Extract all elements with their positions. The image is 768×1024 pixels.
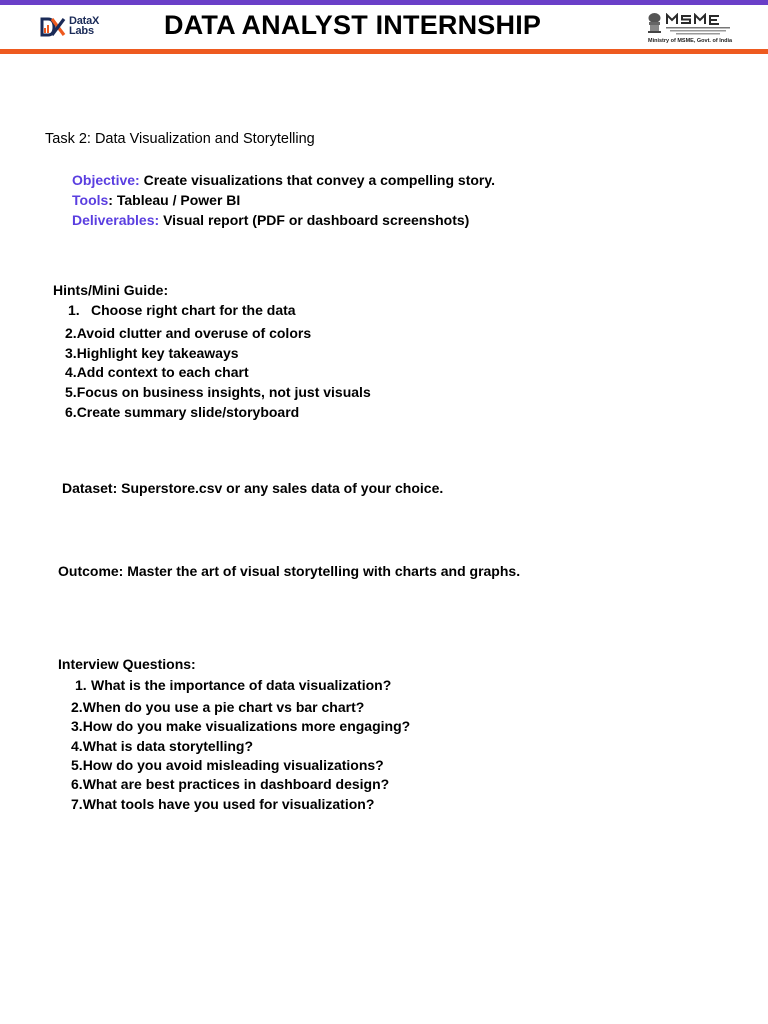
- question-text: What is data storytelling?: [82, 738, 254, 754]
- tools-label: Tools: [72, 192, 109, 208]
- hint-number: 6.: [65, 404, 77, 420]
- interview-question: [71, 776, 389, 792]
- datax-logo-text: [69, 16, 99, 36]
- question-number: 4.: [71, 738, 83, 754]
- hint-text: Focus on business insights, not just visuals: [76, 384, 371, 400]
- objective-line: [72, 172, 495, 188]
- hint-text: Choose right chart for the data: [91, 302, 296, 318]
- page-title: DATA ANALYST INTERNSHIP: [164, 10, 542, 40]
- question-number: 1.: [75, 677, 87, 693]
- hint-text: Create summary slide/storyboard: [76, 404, 300, 420]
- hint-item: [65, 384, 371, 400]
- question-text: What is the importance of data visualization?: [91, 677, 392, 693]
- outcome-line: Outcome: Master the art of visual storytelling with charts and graphs.: [58, 563, 521, 579]
- msme-wordmark-icon: [666, 13, 730, 25]
- msme-caption: Ministry of MSME, Govt. of India: [648, 38, 733, 44]
- datax-labs-logo: [40, 14, 115, 42]
- question-text: How do you avoid misleading visualizations?: [82, 757, 384, 773]
- interview-question: [75, 677, 391, 693]
- tools-text: : Tableau / Power BI: [108, 192, 241, 208]
- hint-item: [65, 325, 311, 341]
- interview-question: [71, 738, 253, 754]
- hint-item: [65, 364, 249, 380]
- header-bottom-bar: [0, 49, 768, 54]
- dataset-line: Dataset: Superstore.csv or any sales data of your choice.: [62, 480, 444, 496]
- interview-question: [71, 699, 364, 715]
- interview-heading: Interview Questions:: [58, 656, 196, 672]
- objective-label: Objective:: [72, 172, 140, 188]
- deliverables-text: Visual report (PDF or dashboard screenshots): [163, 212, 470, 228]
- logo-line-1: DataX: [69, 15, 100, 27]
- question-text: What are best practices in dashboard design?: [82, 776, 390, 792]
- question-number: 7.: [71, 796, 83, 812]
- deliverables-label: Deliverables:: [72, 212, 160, 228]
- national-emblem-icon: [646, 12, 663, 35]
- interview-question: [71, 757, 384, 773]
- interview-question: [71, 718, 410, 734]
- hint-number: 1.: [68, 302, 80, 318]
- objective-text: Create visualizations that convey a compelling story.: [143, 172, 495, 188]
- msme-subtext-lines-icon: [666, 27, 730, 35]
- hint-number: 4.: [65, 364, 77, 380]
- hint-number: 5.: [65, 384, 77, 400]
- interview-question: [71, 796, 374, 812]
- question-text: When do you use a pie chart vs bar chart?: [82, 699, 365, 715]
- hint-text: Avoid clutter and overuse of colors: [76, 325, 312, 341]
- datax-logo-mark-icon: [40, 14, 66, 40]
- msme-logo: [646, 12, 736, 46]
- hint-number: 2.: [65, 325, 77, 341]
- question-text: How do you make visualizations more engaging?: [82, 718, 411, 734]
- tools-line: [72, 192, 240, 208]
- task-heading: Task 2: Data Visualization and Storytelling: [45, 131, 315, 147]
- deliverables-line: [72, 212, 469, 228]
- hint-text: Add context to each chart: [76, 364, 249, 380]
- hints-heading: Hints/Mini Guide:: [53, 282, 169, 298]
- question-number: 2.: [71, 699, 83, 715]
- question-number: 6.: [71, 776, 83, 792]
- question-number: 5.: [71, 757, 83, 773]
- hint-number: 3.: [65, 345, 77, 361]
- hint-text: Highlight key takeaways: [76, 345, 239, 361]
- hint-item: [65, 345, 239, 361]
- hint-item: [68, 302, 296, 318]
- question-text: What tools have you used for visualization?: [82, 796, 375, 812]
- question-number: 3.: [71, 718, 83, 734]
- logo-line-2: Labs: [69, 25, 94, 37]
- hint-item: [65, 404, 299, 420]
